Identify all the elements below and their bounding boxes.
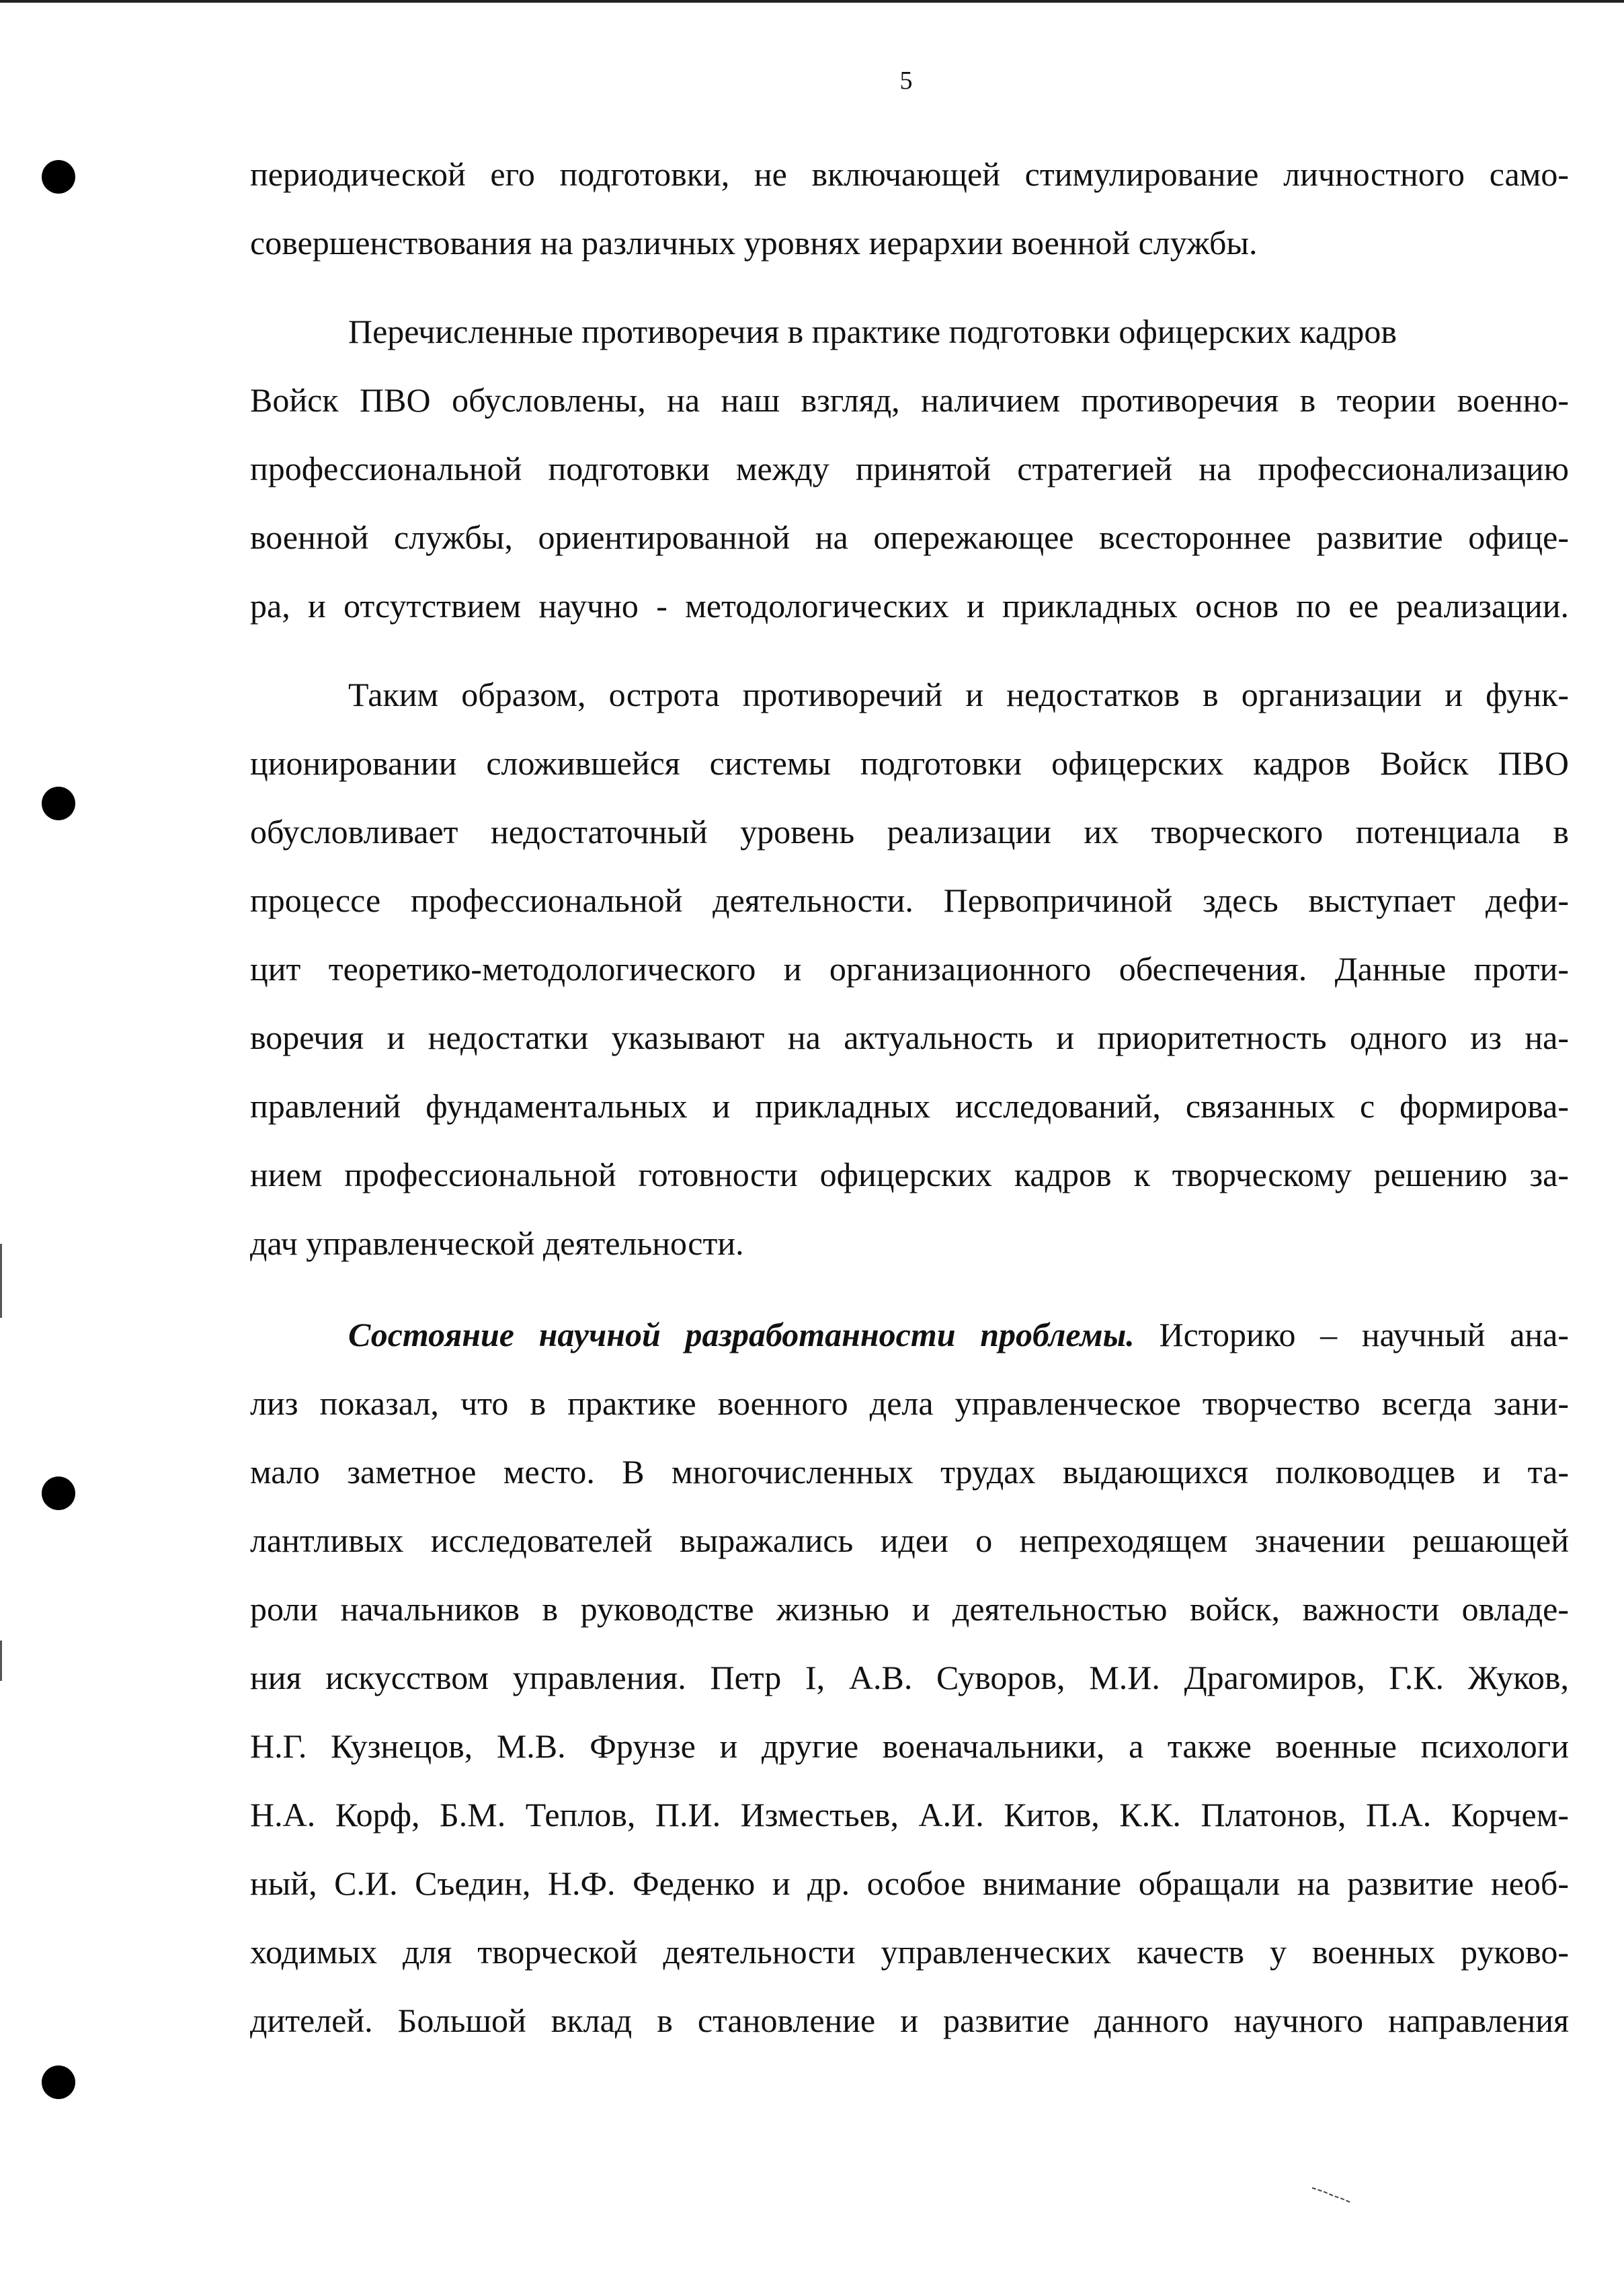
text-line: роли начальников в руководстве жизнью и деятельностью войск, важности овладе-	[250, 1590, 1569, 1628]
text-line: ния искусством управления. Петр I, А.В. Суворов, М.И. Драгомиров, Г.К. Жуков,	[250, 1659, 1569, 1696]
binder-hole-icon	[42, 1476, 75, 1510]
text-line: Таким образом, острота противоречий и недостатков в организации и функ-	[348, 676, 1569, 713]
text-line: мало заметное место. В многочисленных трудах выдающихся полководцев и та-	[250, 1453, 1569, 1491]
text-line: периодической его подготовки, не включающей стимулирование личностного само-	[250, 155, 1569, 193]
text-line: ционировании сложившейся системы подготовки офицерских кадров Войск ПВО	[250, 744, 1569, 782]
text-line: совершенствования на различных уровнях иерархии военной службы.	[250, 224, 1258, 262]
paragraph-1	[250, 140, 1569, 277]
binder-hole-icon	[42, 2065, 75, 2099]
paragraph-2	[250, 297, 1569, 640]
text-line: Н.А. Корф, Б.М. Теплов, П.И. Изместьев, А.И. Китов, К.К. Платонов, П.А. Корчем-	[250, 1796, 1569, 1834]
text-line: дителей. Большой вклад в становление и развитие данного научного направления	[250, 2002, 1569, 2039]
scan-edge-mark	[0, 1244, 2, 1318]
page-number: 5	[899, 67, 913, 95]
text-line: воречия и недостатки указывают на актуальность и приоритетность одного из на-	[250, 1019, 1569, 1056]
text-line: ра, и отсутствием научно - методологических и прикладных основ по ее реализации.	[250, 587, 1569, 625]
paragraph-4	[250, 1300, 1569, 2055]
text-line: дач управленческой деятельности.	[250, 1224, 744, 1262]
text-line: Войск ПВО обусловлены, на наш взгляд, наличием противоречия в теории военно-	[250, 381, 1569, 419]
section-heading: Состояние научной разработанности проблемы.	[348, 1316, 1135, 1353]
heading-line-rest: Историко – научный ана-	[1134, 1316, 1569, 1353]
text-line: Н.Г. Кузнецов, М.В. Фрунзе и другие военачальники, а также военные психологи	[250, 1727, 1569, 1765]
paragraph-3	[250, 660, 1569, 1277]
binder-hole-icon	[42, 160, 75, 194]
text-line: цит теоретико-методологического и организационного обеспечения. Данные проти-	[250, 950, 1569, 988]
pen-mark-icon	[1311, 2185, 1358, 2205]
text-line: лантливых исследователей выражались идеи о непреходящем значении решающей	[250, 1522, 1569, 1559]
text-line: ный, С.И. Съедин, Н.Ф. Феденко и др. особое внимание обращали на развитие необ-	[250, 1864, 1569, 1902]
text-line: процессе профессиональной деятельности. Первопричиной здесь выступает дефи-	[250, 881, 1569, 919]
text-line: правлений фундаментальных и прикладных исследований, связанных с формирова-	[250, 1087, 1569, 1125]
text-line: обусловливает недостаточный уровень реализации их творческого потенциала в	[250, 813, 1569, 851]
text-line: нием профессиональной готовности офицерских кадров к творческому решению за-	[250, 1156, 1569, 1193]
text-line: профессиональной подготовки между принятой стратегией на профессионализацию	[250, 450, 1569, 487]
page-top-border	[0, 0, 1624, 3]
text-line: ходимых для творческой деятельности управленческих качеств у военных руково-	[250, 1933, 1569, 1971]
scan-edge-mark	[0, 1641, 2, 1681]
text-line	[250, 1300, 1569, 1369]
text-line: военной службы, ориентированной на опережающее всестороннее развитие офице-	[250, 518, 1569, 556]
text-line: лиз показал, что в практике военного дела управленческое творчество всегда зани-	[250, 1384, 1569, 1422]
text-line: Перечисленные противоречия в практике подготовки офицерских кадров	[348, 313, 1397, 350]
binder-hole-icon	[42, 787, 75, 820]
